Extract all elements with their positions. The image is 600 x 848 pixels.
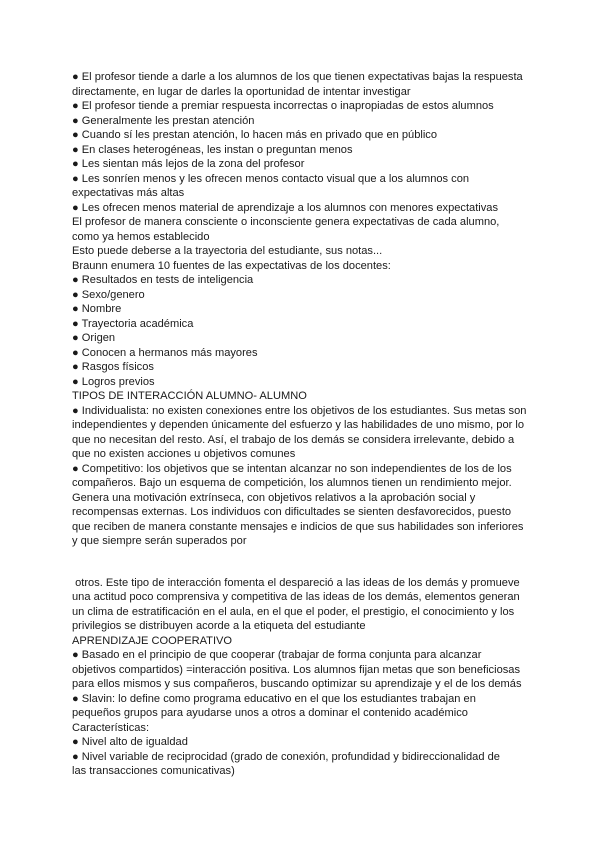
text-line: un clima de estratificación en el aula, en el que el poder, el prestigio, el conocimiento y los (72, 605, 515, 618)
text-line: ● Competitivo: los objetivos que se intentan alcanzar no son independientes de los de los (72, 462, 512, 475)
text-line: ● Nombre (72, 303, 122, 315)
text-line: para ellos mismos y sus compañeros, buscando optimizar su aprendizaje y el de los demás (72, 678, 522, 690)
text-line: las transacciones comunicativas) (72, 765, 235, 777)
text-line: compañeros. Bajo un esquema de competición, los alumnos tienen un rendimiento mejor. (72, 477, 512, 489)
text-line: privilegios se distribuyen acorde a la etiqueta del estudiante (72, 620, 366, 632)
text-line: APRENDIZAJE COOPERATIVO (72, 634, 233, 647)
text-line: expectativas más altas (72, 187, 185, 199)
text-line: ● El profesor tiende a premiar respuesta incorrectas o inapropiadas de estos alumnos (72, 100, 494, 112)
text-line: una actitud poco comprensiva y competitiva de las ideas de los demás, elementos generan (72, 591, 520, 603)
text-line: El profesor de manera consciente o inconsciente genera expectativas de cada alumno, (72, 216, 500, 228)
text-line: ● Nivel alto de igualdad (72, 736, 188, 748)
text-line: ● En clases heterogéneas, les instan o preguntan menos (72, 143, 353, 156)
text-line: ● Nivel variable de reciprocidad (grado de conexión, profundidad y bidireccionalidad de (72, 750, 500, 763)
text-line: directamente, en lugar de darles la oportunidad de intentar investigar (72, 85, 411, 98)
document-page (72, 70, 530, 779)
text-line: ● Individualista: no existen conexiones entre los objetivos de los estudiantes. Sus metas son (72, 404, 527, 417)
text-line: Genera una motivación extrínseca, con objetivos relativos a la aprobación social y (72, 491, 476, 504)
text-line: ● Slavin: lo define como programa educativo en el que los estudiantes trabajan en (72, 692, 476, 705)
text-line: ● Trayectoria académica (72, 317, 194, 330)
text-line: que no existen acciones u objetivos comunes (72, 448, 296, 460)
text-line: pequeños grupos para ayudarse unos a otros a dominar el contenido académico (72, 707, 468, 719)
text-line: Características: (72, 721, 150, 734)
text-block-first (72, 70, 530, 549)
text-line: objetivos compartidos) =interacción positiva. Los alumnos fijan metas que son beneficiosas (72, 663, 520, 676)
text-line: ● Cuando sí les prestan atención, lo hacen más en privado que en público (72, 129, 438, 141)
text-line: Braunn enumera 10 fuentes de las expectativas de los docentes: (72, 259, 391, 272)
text-line: y que siempre serán superados por (72, 535, 247, 547)
text-line: independientes y dependen únicamente del esfuerzo y las habilidades de uno mismo, por lo (72, 419, 525, 431)
text-line: ● Les sientan más lejos de la zona del profesor (72, 158, 305, 170)
text-line: ● Les ofrecen menos material de aprendizaje a los alumnos con menores expectativas (72, 201, 499, 214)
text-line: ● Generalmente les prestan atención (72, 114, 255, 127)
text-line: ● Les sonríen menos y les ofrecen menos contacto visual que a los alumnos con (72, 172, 470, 185)
text-line: TIPOS DE INTERACCIÓN ALUMNO- ALUMNO (72, 390, 307, 402)
text-line: ● Conocen a hermanos más mayores (72, 346, 258, 359)
text-line: como ya hemos establecido (72, 230, 210, 243)
text-block-second (72, 576, 530, 779)
text-line: Esto puede deberse a la trayectoria del estudiante, sus notas... (72, 245, 383, 257)
text-line: ● Origen (72, 332, 116, 344)
text-line: ● Logros previos (72, 375, 155, 388)
text-line: ● Basado en el principio de que cooperar (trabajar de forma conjunta para alcanzar (72, 649, 482, 661)
text-line: ● El profesor tiende a darle a los alumnos de los que tienen expectativas bajas la respuesta (72, 71, 523, 83)
text-line: ● Rasgos físicos (72, 361, 154, 373)
text-line: recompensas externas. Los individuos con dificultades se sienten desfavorecidos, puesto (72, 506, 512, 518)
paragraph-gap (72, 549, 530, 576)
text-line: otros. Este tipo de interacción fomenta el despareció a las ideas de los demás y promueve (72, 576, 520, 589)
text-line: ● Resultados en tests de inteligencia (72, 274, 254, 286)
text-line: ● Sexo/genero (72, 288, 145, 301)
text-line: que reciben de manera constante mensajes e indicios de que sus habilidades son inferiores (72, 520, 524, 533)
text-line: que no necesitan del resto. Así, el trabajo de los demás se considera irrelevante, debido a (72, 433, 515, 446)
